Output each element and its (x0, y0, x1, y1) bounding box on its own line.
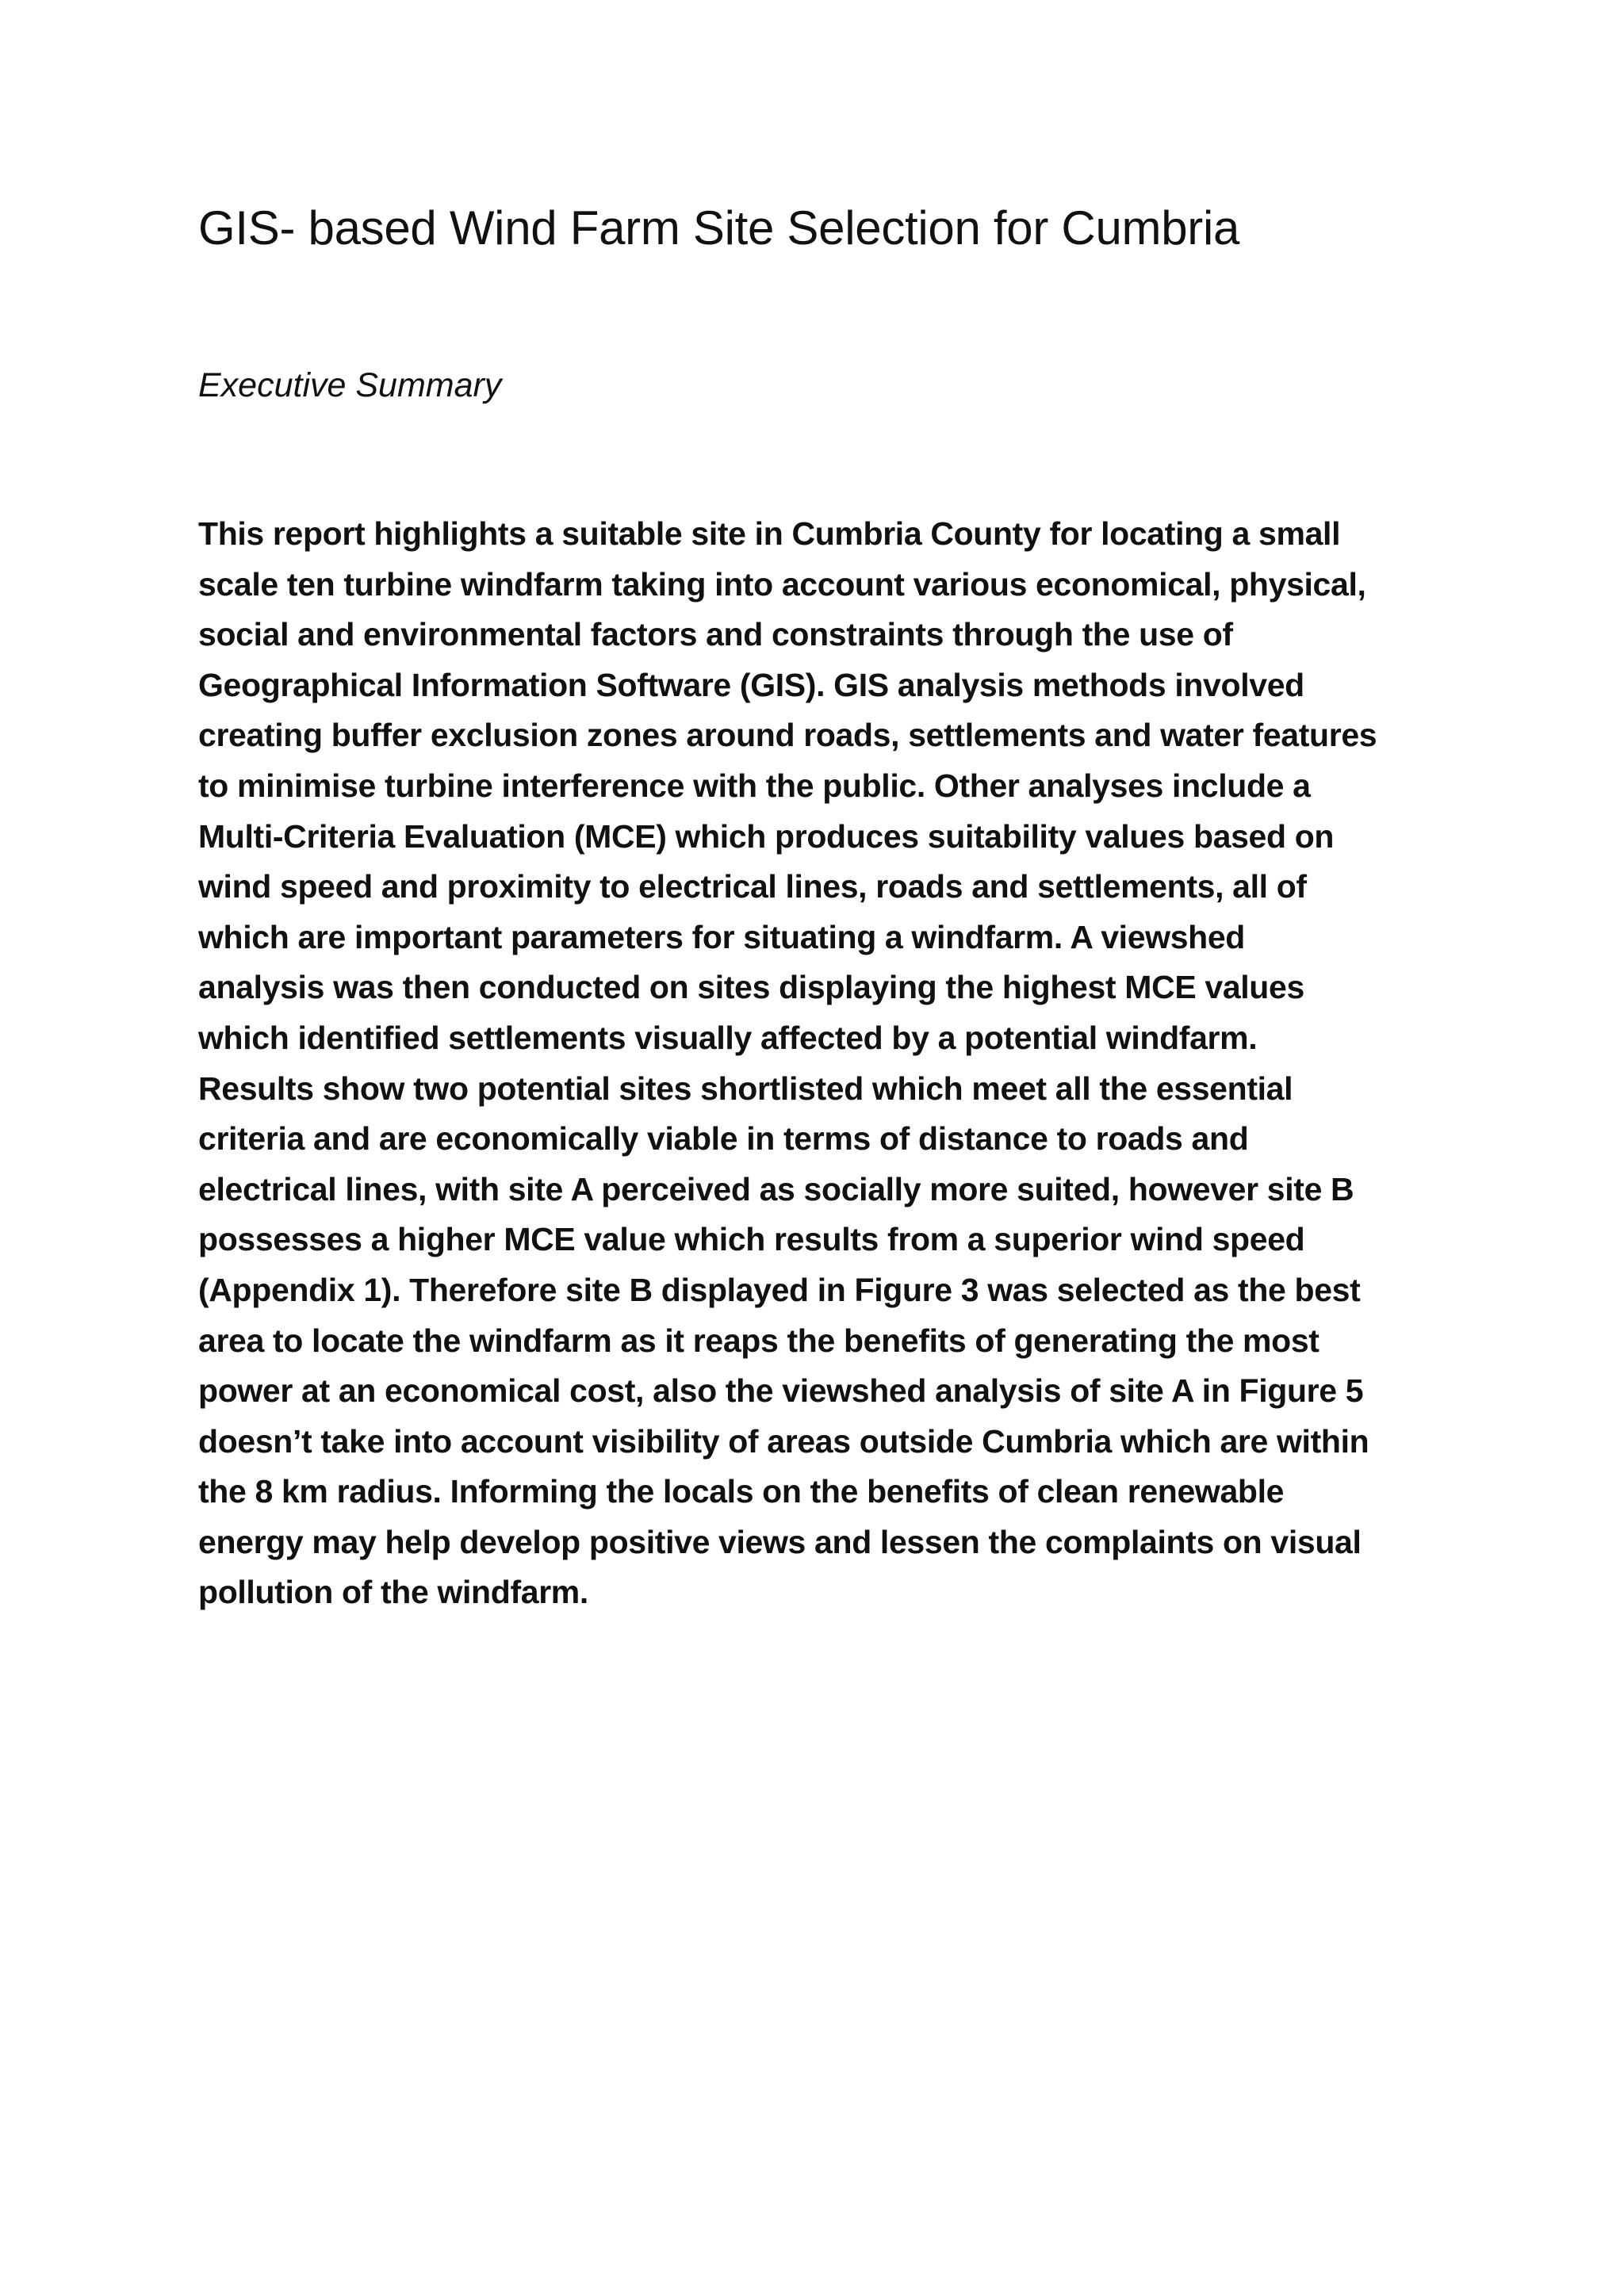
summary-line: power at an economical cost, also the viewshed analysis of site A in Figure 5 (198, 1372, 1364, 1410)
summary-line: the 8 km radius. Informing the locals on the benefits of clean renewable (198, 1473, 1285, 1510)
summary-line: Results show two potential sites shortlisted which meet all the essential (198, 1070, 1293, 1107)
summary-line: wind speed and proximity to electrical lines, roads and settlements, all of (198, 868, 1307, 905)
document-title: GIS- based Wind Farm Site Selection for Cumbria (198, 201, 1240, 254)
summary-line: scale ten turbine windfarm taking into account various economical, physical, (198, 565, 1366, 603)
summary-line: which are important parameters for situating a windfarm. A viewshed (198, 918, 1245, 955)
summary-line: possesses a higher MCE value which results from a superior wind speed (198, 1221, 1305, 1258)
summary-line: Geographical Information Software (GIS). GIS analysis methods involved (198, 666, 1304, 703)
summary-line: Multi-Criteria Evaluation (MCE) which produces suitability values based on (198, 817, 1335, 855)
summary-line: social and environmental factors and constraints through the use of (198, 616, 1233, 653)
summary-line: criteria and are economically viable in terms of distance to roads and (198, 1120, 1249, 1158)
summary-line: (Appendix 1). Therefore site B displayed in Figure 3 was selected as the best (198, 1271, 1361, 1308)
summary-line: analysis was then conducted on sites displaying the highest MCE values (198, 969, 1304, 1006)
summary-line: pollution of the windfarm. (198, 1574, 588, 1611)
summary-line: area to locate the windfarm as it reaps the benefits of generating the most (198, 1322, 1320, 1359)
summary-line: to minimise turbine interference with the public. Other analyses include a (198, 767, 1311, 804)
summary-line: which identified settlements visually affected by a potential windfarm. (198, 1019, 1258, 1056)
executive-summary-paragraph (198, 509, 1467, 1618)
summary-line: This report highlights a suitable site in Cumbria County for locating a small (198, 515, 1341, 552)
summary-line: electrical lines, with site A perceived as socially more suited, however site B (198, 1170, 1354, 1207)
summary-line: energy may help develop positive views and lessen the complaints on visual (198, 1523, 1362, 1560)
summary-line: doesn’t take into account visibility of areas outside Cumbria which are within (198, 1422, 1369, 1460)
summary-line: creating buffer exclusion zones around roads, settlements and water features (198, 717, 1377, 754)
section-heading-executive-summary: Executive Summary (198, 366, 502, 404)
